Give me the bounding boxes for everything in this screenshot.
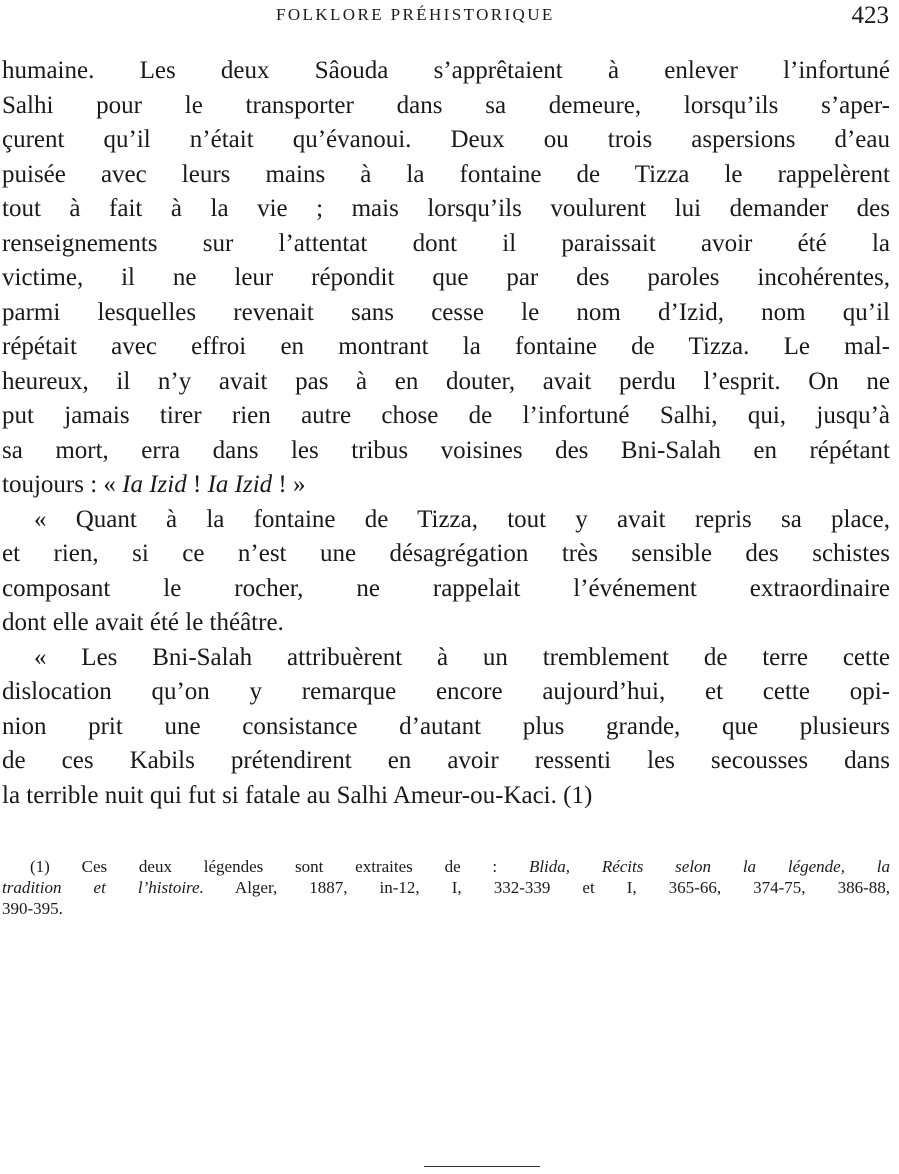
text-line: répétait avec effroi en montrant la fontaine de Tizza. Le mal- bbox=[2, 333, 890, 360]
text-line: victime, il ne leur répondit que par des paroles incohérentes, bbox=[2, 264, 890, 291]
text-line-last bbox=[2, 468, 890, 503]
text-line: Salhi pour le transporter dans sa demeure, lorsqu’ils s’aper- bbox=[2, 91, 890, 119]
text-line: heureux, il n’y avait pas à en douter, avait perdu l’esprit. On ne bbox=[2, 367, 890, 395]
text-line: composant le rocher, ne rappelait l’événement extraordinaire bbox=[2, 574, 890, 602]
footnote-line bbox=[2, 877, 890, 898]
text-line: et rien, si ce n’est une désagrégation très sensible des schistes bbox=[2, 540, 890, 567]
text-line: la terrible nuit qui fut si fatale au Salhi Ameur-ou-Kaci. (1) bbox=[2, 781, 593, 809]
footnote-source-title: Blida, Récits selon la légende, la bbox=[528, 857, 890, 876]
running-title: FOLKLORE PRÉHISTORIQUE bbox=[276, 5, 555, 24]
text-line: tout à fait à la vie ; mais lorsqu’ils voulurent lui demander des bbox=[2, 195, 890, 222]
footnote-reference: Alger, 1887, in-12, I, 332-339 et I, 365-66, 374-75, 386-88, bbox=[203, 878, 890, 897]
page-header bbox=[0, 2, 893, 30]
body-text bbox=[2, 54, 890, 813]
text-line: renseignements sur l’attentat dont il paraissait avoir été la bbox=[2, 229, 890, 257]
footnote-line bbox=[2, 856, 890, 877]
izid-cry-2: Ia Izid bbox=[207, 471, 273, 498]
page-number: 423 bbox=[851, 2, 889, 29]
izid-cry-1: Ia Izid bbox=[122, 471, 187, 498]
text-line: nion prit une consistance d’autant plus grande, que plusieurs bbox=[2, 712, 890, 740]
text-line: de ces Kabils prétendirent en avoir ressenti les secousses dans bbox=[2, 747, 890, 774]
text-line: put jamais tirer rien autre chose de l’infortuné Salhi, qui, jusqu’à bbox=[2, 402, 890, 429]
quote-prefix: toujours : « bbox=[2, 471, 123, 498]
text-line: çurent qu’il n’était qu’évanoui. Deux ou trois aspersions d’eau bbox=[2, 126, 890, 153]
footnote bbox=[2, 856, 890, 919]
text-line: sa mort, erra dans les tribus voisines des Bni-Salah en répétant bbox=[2, 436, 890, 464]
quote-suffix: ! » bbox=[272, 471, 306, 498]
footnote-marker: (1) bbox=[30, 857, 50, 876]
text-line: dislocation qu’on y remarque encore aujourd’hui, et cette opi- bbox=[2, 678, 890, 705]
footnote-line: 390-395. bbox=[2, 899, 63, 918]
text-line: parmi lesquelles revenait sans cesse le nom d’Izid, nom qu’il bbox=[2, 298, 890, 326]
bottom-rule bbox=[424, 1166, 540, 1167]
footnote-text: Ces deux légendes sont extraites de : bbox=[49, 857, 529, 876]
footnote-source-title-cont: tradition et l’histoire. bbox=[2, 878, 204, 897]
quote-middle: ! bbox=[186, 471, 208, 498]
text-line: puisée avec leurs mains à la fontaine de Tizza le rappelèrent bbox=[2, 160, 890, 188]
text-line: humaine. Les deux Sâouda s’apprêtaient à enlever l’infortuné bbox=[2, 57, 890, 84]
text-line: « Quant à la fontaine de Tizza, tout y avait repris sa place, bbox=[34, 505, 890, 533]
text-line: dont elle avait été le théâtre. bbox=[2, 609, 284, 636]
text-line: « Les Bni-Salah attribuèrent à un tremblement de terre cette bbox=[34, 643, 890, 671]
